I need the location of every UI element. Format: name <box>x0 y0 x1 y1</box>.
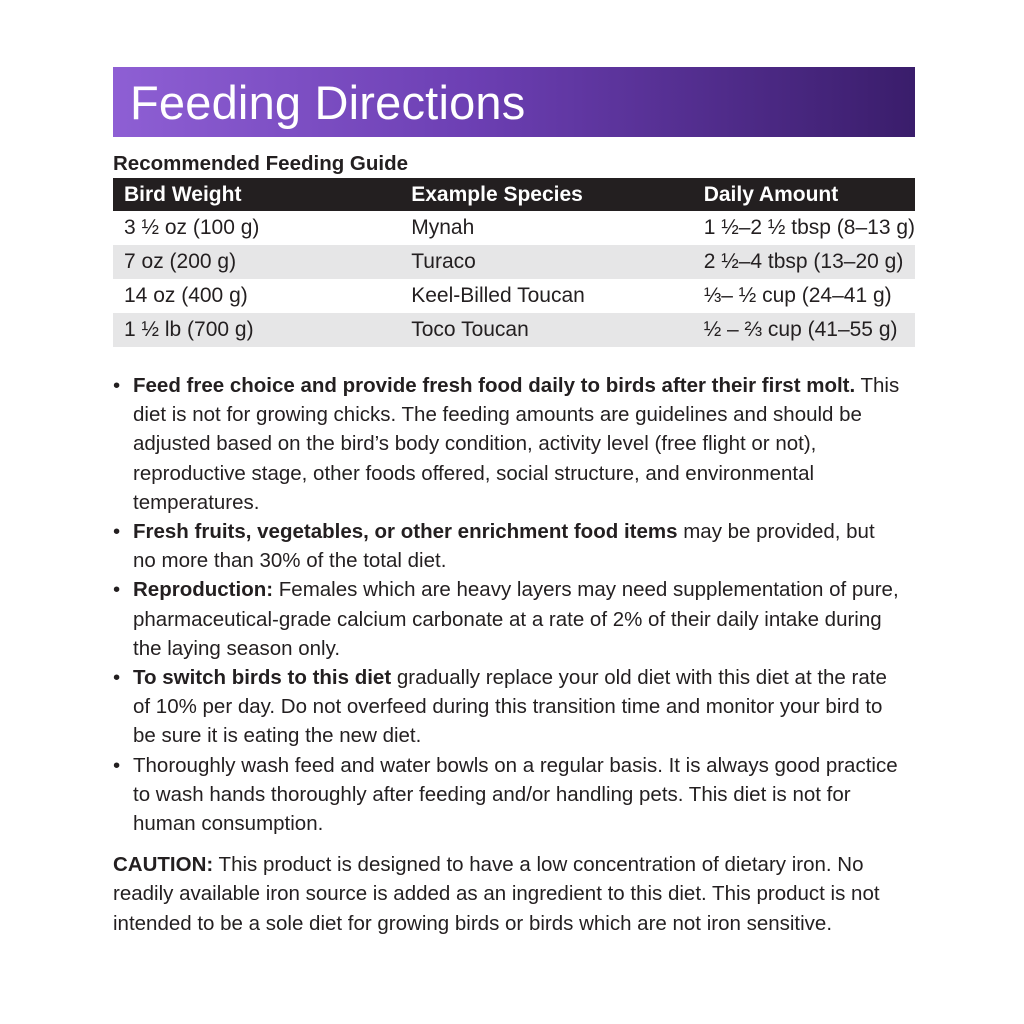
list-item <box>113 517 903 575</box>
header-example-species: Example Species <box>400 178 692 211</box>
table-header-row <box>113 178 915 211</box>
note-text: gradually replace your old diet with this diet at the rate of 10% per day. Do not overfeed during this transition time and monitor your bird to be sure it is eating the new diet. <box>133 666 887 748</box>
note-bold-text: Fresh fruits, vegetables, or other enrichment food items <box>133 520 678 544</box>
species-cell: Toco Toucan <box>400 313 692 347</box>
daily-amount-cell: ½ – ⅔ cup (41–55 g) <box>693 313 915 347</box>
feeding-directions-panel <box>113 67 915 938</box>
note-text: Thoroughly wash feed and water bowls on a regular basis. It is always good practice to wash hands thoroughly after feeding and/or handling pets. This diet is not for human consumption. <box>133 753 898 836</box>
daily-amount-cell: 1 ½–2 ½ tbsp (8–13 g) <box>703 216 915 239</box>
header-daily-amount: Daily Amount <box>693 178 915 211</box>
feeding-guide-table <box>113 178 915 347</box>
list-item <box>113 751 903 839</box>
daily-amount-cell: ⅓– ½ cup (24–41 g) <box>703 284 892 307</box>
note-text: Females which are heavy layers may need supplementation of pure, pharmaceutical-grade calcium carbonate at a rate of 2% of their daily intake during the laying season only. <box>133 578 899 660</box>
species-cell: Mynah <box>411 216 475 239</box>
note-bold-text: To switch birds to this diet <box>133 666 392 690</box>
bullet-icon: • <box>113 666 121 690</box>
caution-label: CAUTION: <box>113 853 214 877</box>
title-banner <box>113 67 915 137</box>
bird-weight-cell: 14 oz (400 g) <box>124 284 248 307</box>
caution-text: This product is designed to have a low concentration of dietary iron. No readily available iron source is added as an ingredient to this diet. This product is not intended to be a sole diet for growing birds or birds which are not iron sensitive. <box>113 853 880 935</box>
list-item <box>113 371 903 517</box>
bird-weight-cell: 7 oz (200 g) <box>113 245 400 279</box>
bird-weight-cell: 1 ½ lb (700 g) <box>113 313 400 347</box>
species-cell: Turaco <box>400 245 692 279</box>
bullet-icon: • <box>113 753 121 777</box>
table-row <box>113 211 915 245</box>
list-item <box>113 663 903 751</box>
feeding-notes-list <box>113 371 915 838</box>
daily-amount-cell: 2 ½–4 tbsp (13–20 g) <box>693 245 915 279</box>
bullet-icon: • <box>113 520 121 544</box>
list-item <box>113 575 903 663</box>
bullet-icon: • <box>113 374 121 397</box>
species-cell: Keel-Billed Toucan <box>411 284 585 307</box>
page-title: Feeding Directions <box>130 75 526 129</box>
note-text: may be provided, but no more than 30% of the total diet. <box>133 520 875 573</box>
bird-weight-cell: 3 ½ oz (100 g) <box>124 216 260 239</box>
header-bird-weight: Bird Weight <box>113 178 400 211</box>
bullet-icon: • <box>113 578 121 602</box>
note-text: This diet is not for growing chicks. The feeding amounts are guidelines and should be adjusted based on the bird’s body condition, activity level (free flight or not), reproductive stage, other foods offered, social structure, and environmental temperatures. <box>133 374 900 514</box>
table-row <box>113 279 915 313</box>
caution-paragraph <box>113 850 913 938</box>
table-row <box>113 313 915 347</box>
note-bold-text: Feed free choice and provide fresh food daily to birds after their first molt. <box>133 374 856 397</box>
guide-title: Recommended Feeding Guide <box>113 152 409 175</box>
note-bold-text: Reproduction: <box>133 578 274 602</box>
table-row <box>113 245 915 279</box>
